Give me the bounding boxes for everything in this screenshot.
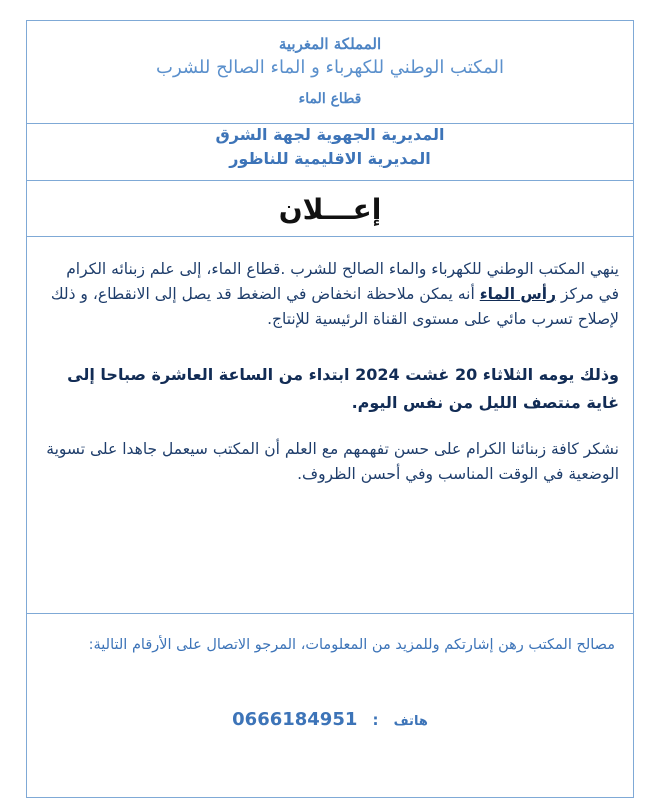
notice-text-start: ينهي المكتب الوطني للكهرباء والماء الصالح للشرب .قطاع الماء، إلى علم زبنائه الكرام في مركز	[66, 260, 619, 303]
phone-row	[27, 709, 633, 730]
paragraph-notice	[41, 257, 619, 332]
paragraph-thanks: نشكر كافة زبنائنا الكرام على حسن تفهمهم مع العلم أن المكتب سيعمل جاهدا على تسوية الوضعية في الوقت المناسب وفي أحسن الظروف.	[46, 440, 619, 483]
contact-text: مصالح المكتب رهن إشارتكم وللمزيد من المعلومات، المرجو الاتصال على الأرقام التالية:	[88, 637, 615, 653]
phone-number[interactable]: 0666184951	[232, 709, 358, 730]
announcement-sheet	[26, 20, 634, 798]
divider-title	[27, 236, 633, 237]
phone-separator: :	[372, 711, 379, 729]
letterhead	[27, 21, 633, 123]
sector-name: قطاع الماء	[298, 91, 362, 107]
office-name: المكتب الوطني للكهرباء و الماء الصالح للشرب	[156, 57, 504, 78]
announcement-title: إعـــلان	[278, 193, 382, 226]
place-name: رأس الماء	[479, 285, 557, 303]
notice-text-end: أنه يمكن ملاحظة انخفاض في الضغط قد يصل إلى الانقطاع، و ذلك لإصلاح تسرب مائي على مستوى القناة الرئيسية للإنتاج.	[50, 285, 619, 328]
divider-contact	[27, 613, 633, 614]
phone-label: هاتف	[393, 714, 428, 729]
divider-header	[27, 123, 633, 124]
provincial-directorate: المديرية الاقليمية للناظور	[229, 149, 431, 168]
divider-directorate	[27, 180, 633, 181]
regional-directorate: المديرية الجهوية لجهة الشرق	[215, 125, 445, 144]
paragraph-schedule: وذلك يومه الثلاثاء 20 غشت 2024 ابتداء من الساعة العاشرة صباحا إلى غاية منتصف الليل من نفس اليوم.	[67, 365, 619, 412]
kingdom-title: المملكة المغربية	[278, 35, 382, 53]
